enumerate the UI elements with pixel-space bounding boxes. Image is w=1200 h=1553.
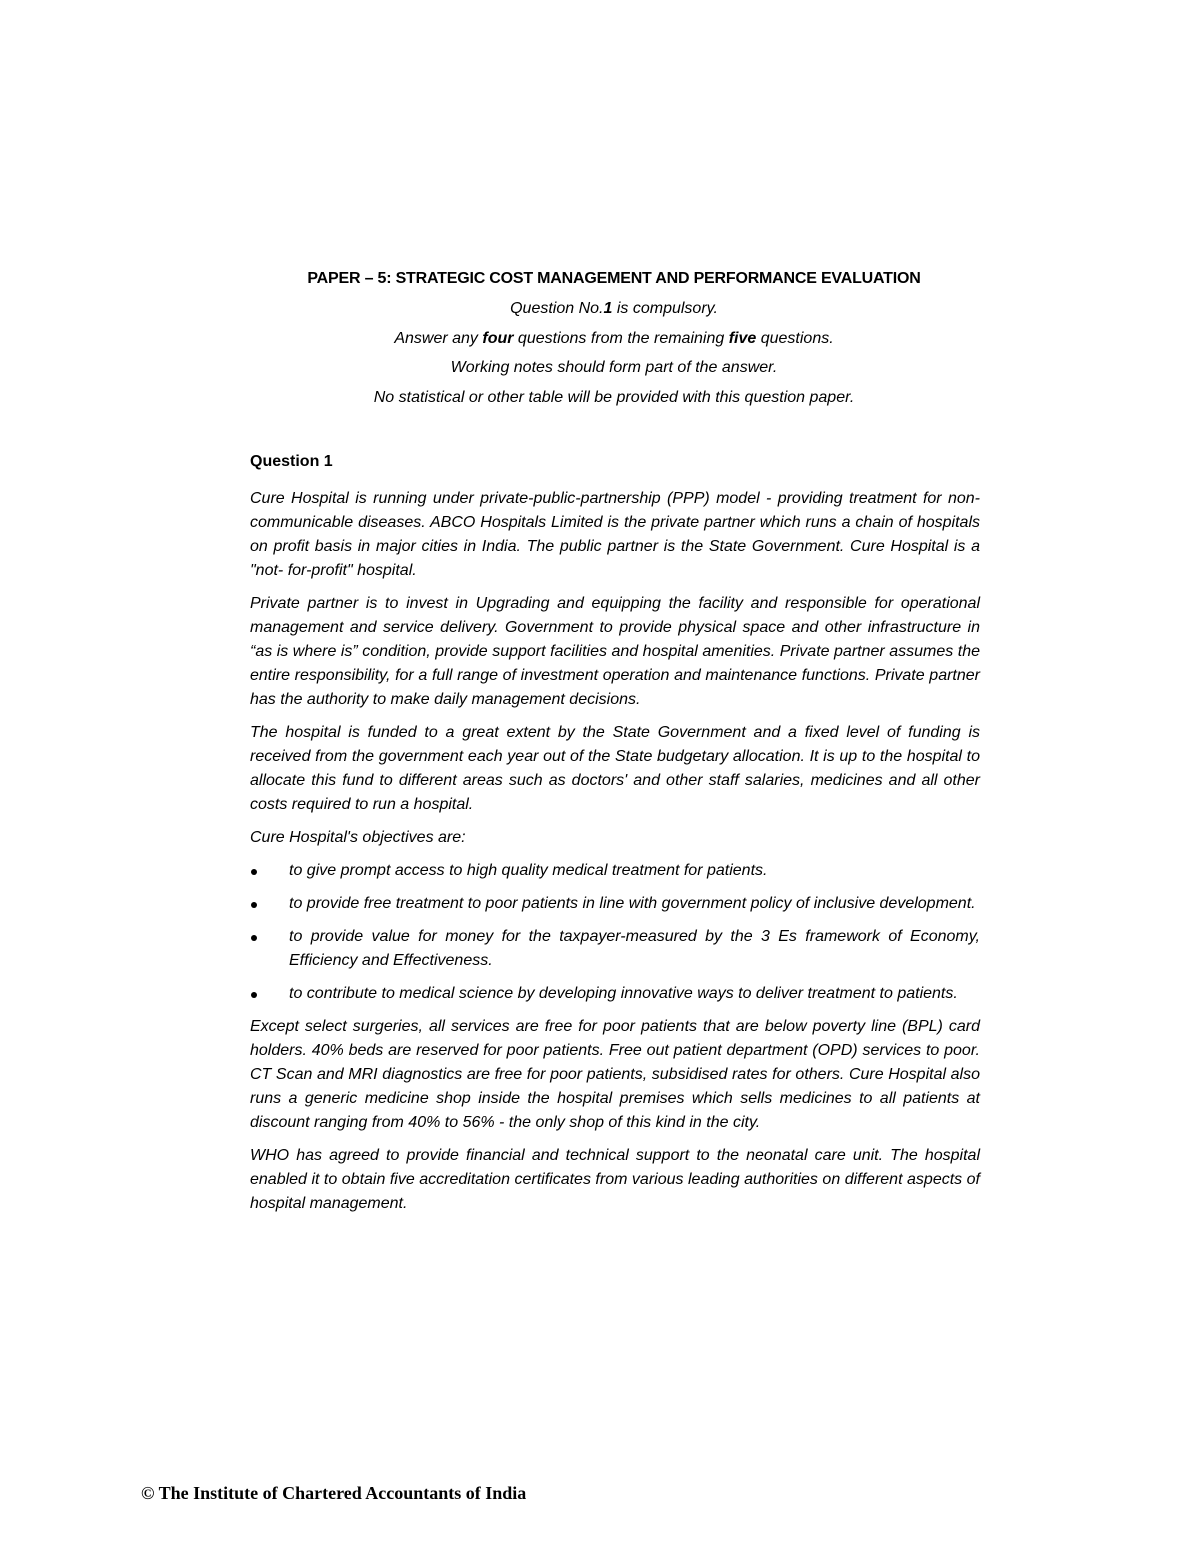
question-paragraph: Cure Hospital is running under private-public-partnership (PPP) model - providing treatment for non-communicable diseases. ABCO Hospitals Limited is the private partner which runs a chain of hospitals on profit basis in major cities in India. The public partner is the State Government. Cure Hospital is a "not- for-profit" hospital. — [250, 490, 980, 579]
list-item-text: to give prompt access to high quality medical treatment for patients. — [289, 862, 768, 879]
instruction-text: Answer any — [394, 329, 483, 347]
instruction-emphasis: four — [482, 329, 514, 347]
objectives-intro: Cure Hospital's objectives are: — [250, 829, 466, 846]
copyright-footer: © The Institute of Chartered Accountants of India — [141, 1483, 527, 1503]
question-paragraph: Private partner is to invest in Upgrading and equipping the facility and responsible for operational management and service delivery. Government to provide physical space and other infrastructure in “as is where is” condition, provide support facilities and hospital amenities. Private partner assumes the entire responsibility, for a full range of investment operation and maintenance functions. Private partner has the authority to make daily management decisions. — [250, 595, 980, 708]
bullet-icon — [251, 935, 257, 941]
objectives-list — [250, 859, 980, 1006]
instruction-text: questions. — [756, 329, 834, 347]
list-item — [250, 982, 980, 1006]
question-paragraph: WHO has agreed to provide financial and technical support to the neonatal care unit. The hospital enabled it to obtain five accreditation certificates from various leading authorities on different aspects of hospital management. — [250, 1147, 980, 1212]
list-item — [250, 892, 980, 916]
instruction-answer-any — [248, 328, 980, 349]
question-paragraph: The hospital is funded to a great extent by the State Government and a fixed level of funding is received from the government each year out of the State budgetary allocation. It is up to the hospital to allocate this fund to different areas such as doctors' and other staff salaries, medicines and all other costs required to run a hospital. — [250, 724, 980, 813]
instruction-no-table: No statistical or other table will be provided with this question paper. — [373, 388, 855, 406]
list-item-text: to provide value for money for the taxpayer-measured by the 3 Es framework of Economy, Efficiency and Effectiveness. — [289, 928, 980, 969]
instruction-compulsory — [248, 298, 980, 319]
question-paragraph: Except select surgeries, all services are free for poor patients that are below poverty line (BPL) card holders. 40% beds are reserved for poor patients. Free out patient department (OPD) services to poor. CT Scan and MRI diagnostics are free for poor patients, subsidised rates for others. Cure Hospital also runs a generic medicine shop inside the hospital premises which sells medicines to all patients at discount ranging from 40% to 56% - the only shop of this kind in the city. — [250, 1018, 980, 1131]
list-item — [250, 859, 980, 883]
question-section — [250, 452, 980, 1225]
list-item-text: to provide free treatment to poor patients in line with government policy of inclusive development. — [289, 895, 976, 912]
paper-header — [248, 268, 980, 416]
question-heading: Question 1 — [250, 453, 333, 470]
bullet-icon — [251, 869, 257, 875]
instruction-working-notes: Working notes should form part of the answer. — [450, 359, 778, 376]
instruction-emphasis: five — [728, 329, 757, 347]
list-item-text: to contribute to medical science by developing innovative ways to deliver treatment to patients. — [289, 985, 958, 1002]
instruction-text: is compulsory. — [612, 300, 718, 317]
bullet-icon — [251, 992, 257, 998]
list-item — [250, 925, 980, 973]
instruction-text: Question No. — [510, 300, 604, 317]
instruction-text: questions from the remaining — [513, 329, 729, 347]
bullet-icon — [251, 902, 257, 908]
paper-title: PAPER – 5: STRATEGIC COST MANAGEMENT AND PERFORMANCE EVALUATION — [307, 270, 921, 287]
instruction-emphasis: 1 — [603, 300, 613, 317]
